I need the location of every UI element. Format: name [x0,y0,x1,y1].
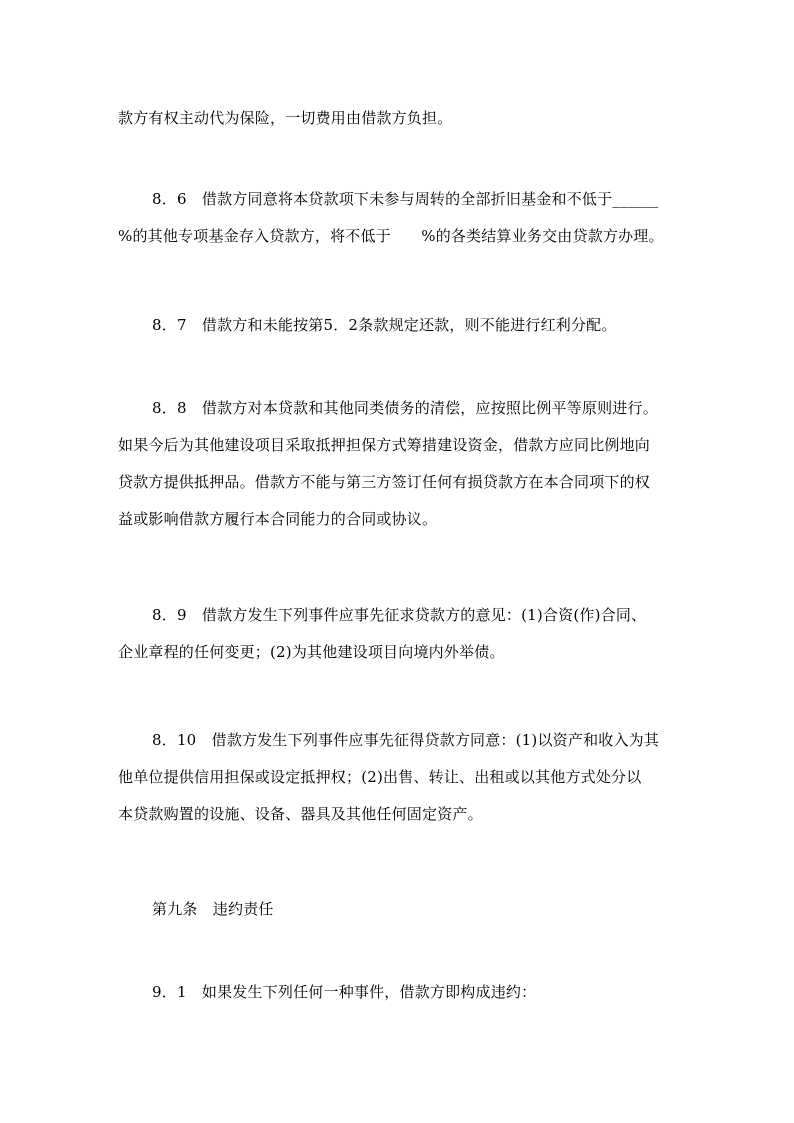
text-line: 9．1 如果发生下列任何一种事件，借款方即构成违约： [152,983,537,1001]
text-line: 8．7 借款方和未能按第5．2条款规定还款，则不能进行红利分配。 [152,316,617,334]
text-line: 益或影响借款方履行本合同能力的合同或协议。 [118,510,438,528]
text-line: 8．9 借款方发生下列事件应事先征求贷款方的意见：(1)合资(作)合同、 [152,606,647,624]
paragraph-8-9 [118,597,678,671]
paragraph-8-7 [118,307,678,344]
paragraph-8-6 [118,181,678,255]
article-9-heading [118,891,678,928]
text-line: 第九条 违约责任 [152,900,274,918]
paragraph-8-10 [118,722,678,833]
text-line: 款方有权主动代为保险，一切费用由借款方负担。 [118,109,453,127]
text-line: 他单位提供信用担保或设定抵押权；(2)出售、转让、出租或以其他方式处分以 [118,768,642,786]
text-line: 8．10 借款方发生下列事件应事先征得贷款方同意：(1)以资产和收入为其 [152,731,660,749]
text-line: 如果今后为其他建设项目采取抵押担保方式筹措建设资金，借款方应同比例地向 [118,436,651,454]
paragraph-continuation [118,100,678,137]
text-line: 8．6 借款方同意将本贷款项下未参与周转的全部折旧基金和不低于______ [152,190,659,208]
paragraph-8-8 [118,390,678,538]
text-line: 企业章程的任何变更；(2)为其他建设项目向境内外举债。 [118,643,505,661]
text-line: %的其他专项基金存入贷款方，将不低于 %的各类结算业务交由贷款方办理。 [118,227,664,245]
paragraph-9-1 [118,974,678,1011]
text-line: 8．8 借款方对本贷款和其他同类债务的清偿，应按照比例平等原则进行。 [152,399,658,417]
text-line: 本贷款购置的设施、设备、器具及其他任何固定资产。 [118,805,483,823]
text-line: 贷款方提供抵押品。借款方不能与第三方签订任何有损贷款方在本合同项下的权 [118,473,651,491]
